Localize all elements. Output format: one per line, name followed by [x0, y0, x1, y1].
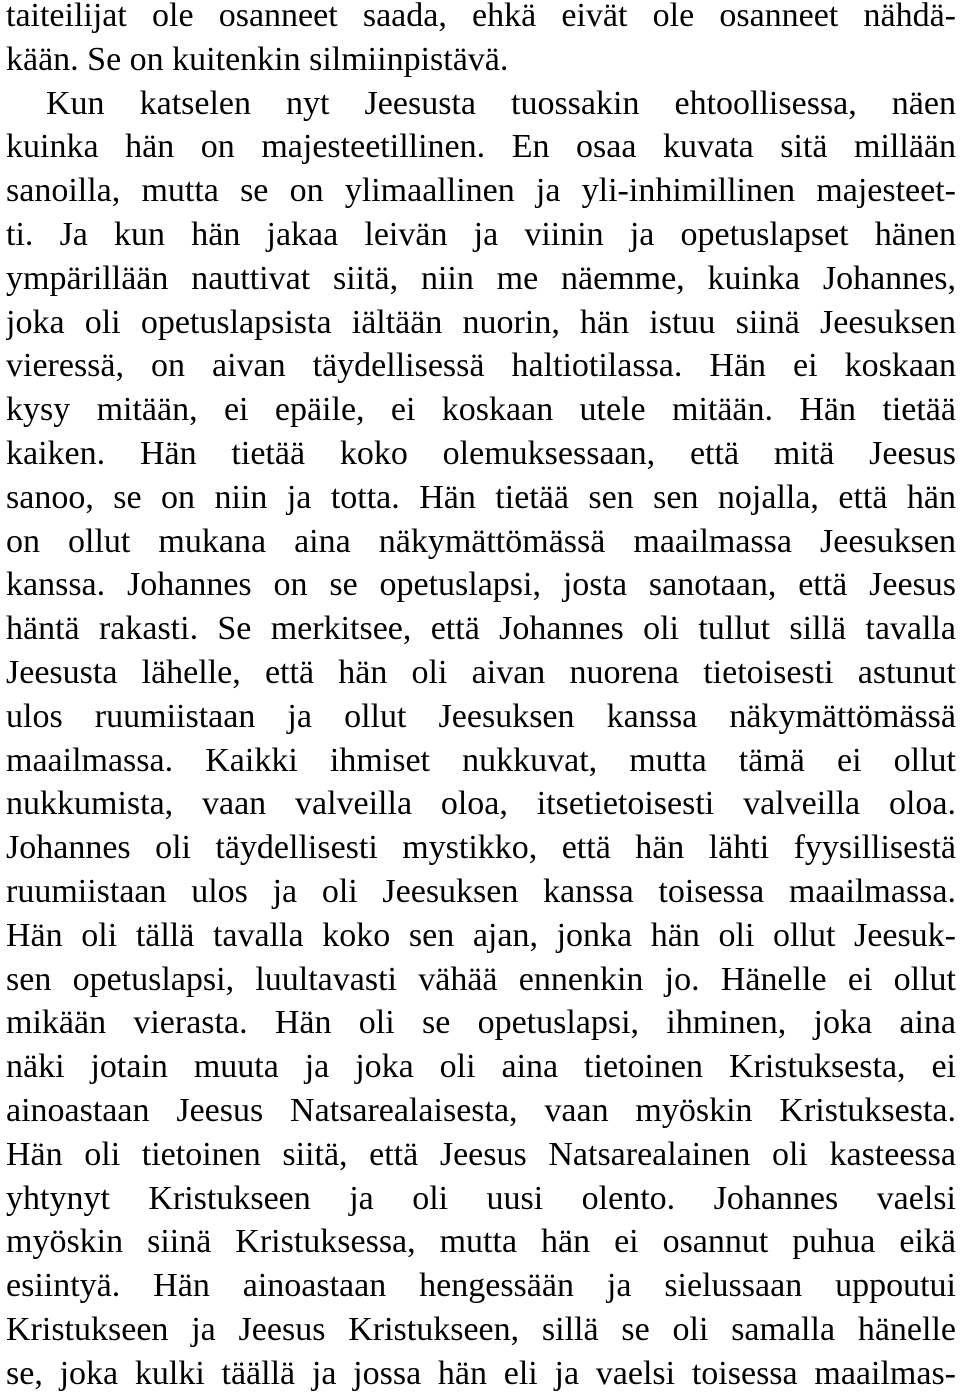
text-line: Kristukseen ja Jeesus Kristukseen, sillä se oli samalla hänelle	[6, 1310, 956, 1348]
text-line: häntä rakasti. Se merkitsee, että Johannes oli tullut sillä tavalla	[6, 610, 956, 648]
text-line: nukkumista, vaan valveilla oloa, itsetietoisesti valveilla oloa.	[6, 785, 956, 823]
text-line: on ollut mukana aina näkymättömässä maailmassa Jeesuksen	[6, 522, 956, 560]
text-line: kanssa. Johannes on se opetuslapsi, josta sanotaan, että Jeesus	[6, 566, 956, 604]
text-line: Johannes oli täydellisesti mystikko, että hän lähti fyysillisestä	[6, 829, 956, 867]
text-line: mikään vierasta. Hän oli se opetuslapsi, ihminen, joka aina	[6, 1004, 956, 1042]
text-line: kuinka hän on majesteetillinen. En osaa kuvata sitä millään	[6, 128, 956, 166]
text-line: kysy mitään, ei epäile, ei koskaan utele mitään. Hän tietää	[6, 391, 956, 429]
text-line: se, joka kulki täällä ja jossa hän eli ja vaelsi toisessa maailmas-	[6, 1354, 956, 1392]
text-line: ti. Ja kun hän jakaa leivän ja viinin ja opetuslapset hänen	[6, 215, 956, 253]
text-line: taiteilijat ole osanneet saada, ehkä eivät ole osanneet nähdä-	[6, 0, 956, 34]
text-line: kaiken. Hän tietää koko olemuksessaan, että mitä Jeesus	[6, 434, 956, 472]
text-line: Kun katselen nyt Jeesusta tuossakin ehtoollisessa, näen	[46, 84, 956, 122]
text-line: Jeesusta lähelle, että hän oli aivan nuorena tietoisesti astunut	[6, 653, 956, 691]
text-line: vieressä, on aivan täydellisessä haltiotilassa. Hän ei koskaan	[6, 347, 956, 385]
text-line: sanoilla, mutta se on ylimaallinen ja yli-inhimillinen majesteet-	[6, 172, 956, 210]
text-line: ulos ruumiistaan ja ollut Jeesuksen kanssa näkymättömässä	[6, 697, 956, 735]
text-line: ympärillään nauttivat siitä, niin me näemme, kuinka Johannes,	[6, 259, 956, 297]
text-line: yhtynyt Kristukseen ja oli uusi olento. Johannes vaelsi	[6, 1179, 956, 1217]
text-line: ruumiistaan ulos ja oli Jeesuksen kanssa toisessa maailmassa.	[6, 872, 956, 910]
text-line: sanoo, se on niin ja totta. Hän tietää sen sen nojalla, että hän	[6, 478, 956, 516]
text-line: kään. Se on kuitenkin silmiinpistävä.	[6, 40, 509, 78]
text-line: myöskin siinä Kristuksessa, mutta hän ei osannut puhua eikä	[6, 1223, 956, 1261]
text-line: esiintyä. Hän ainoastaan hengessään ja sielussaan uppoutui	[6, 1267, 956, 1305]
body-text	[6, 0, 956, 1396]
text-line: ainoastaan Jeesus Natsarealaisesta, vaan myöskin Kristuksesta.	[6, 1091, 956, 1129]
text-line: näki jotain muuta ja joka oli aina tietoinen Kristuksesta, ei	[6, 1048, 956, 1086]
text-line: Hän oli tietoinen siitä, että Jeesus Natsarealainen oli kasteessa	[6, 1135, 956, 1173]
text-line: maailmassa. Kaikki ihmiset nukkuvat, mutta tämä ei ollut	[6, 741, 956, 779]
text-line: sen opetuslapsi, luultavasti vähää ennenkin jo. Hänelle ei ollut	[6, 960, 956, 998]
text-line: Hän oli tällä tavalla koko sen ajan, jonka hän oli ollut Jeesuk-	[6, 916, 956, 954]
text-line: joka oli opetuslapsista iältään nuorin, hän istuu siinä Jeesuksen	[6, 303, 956, 341]
